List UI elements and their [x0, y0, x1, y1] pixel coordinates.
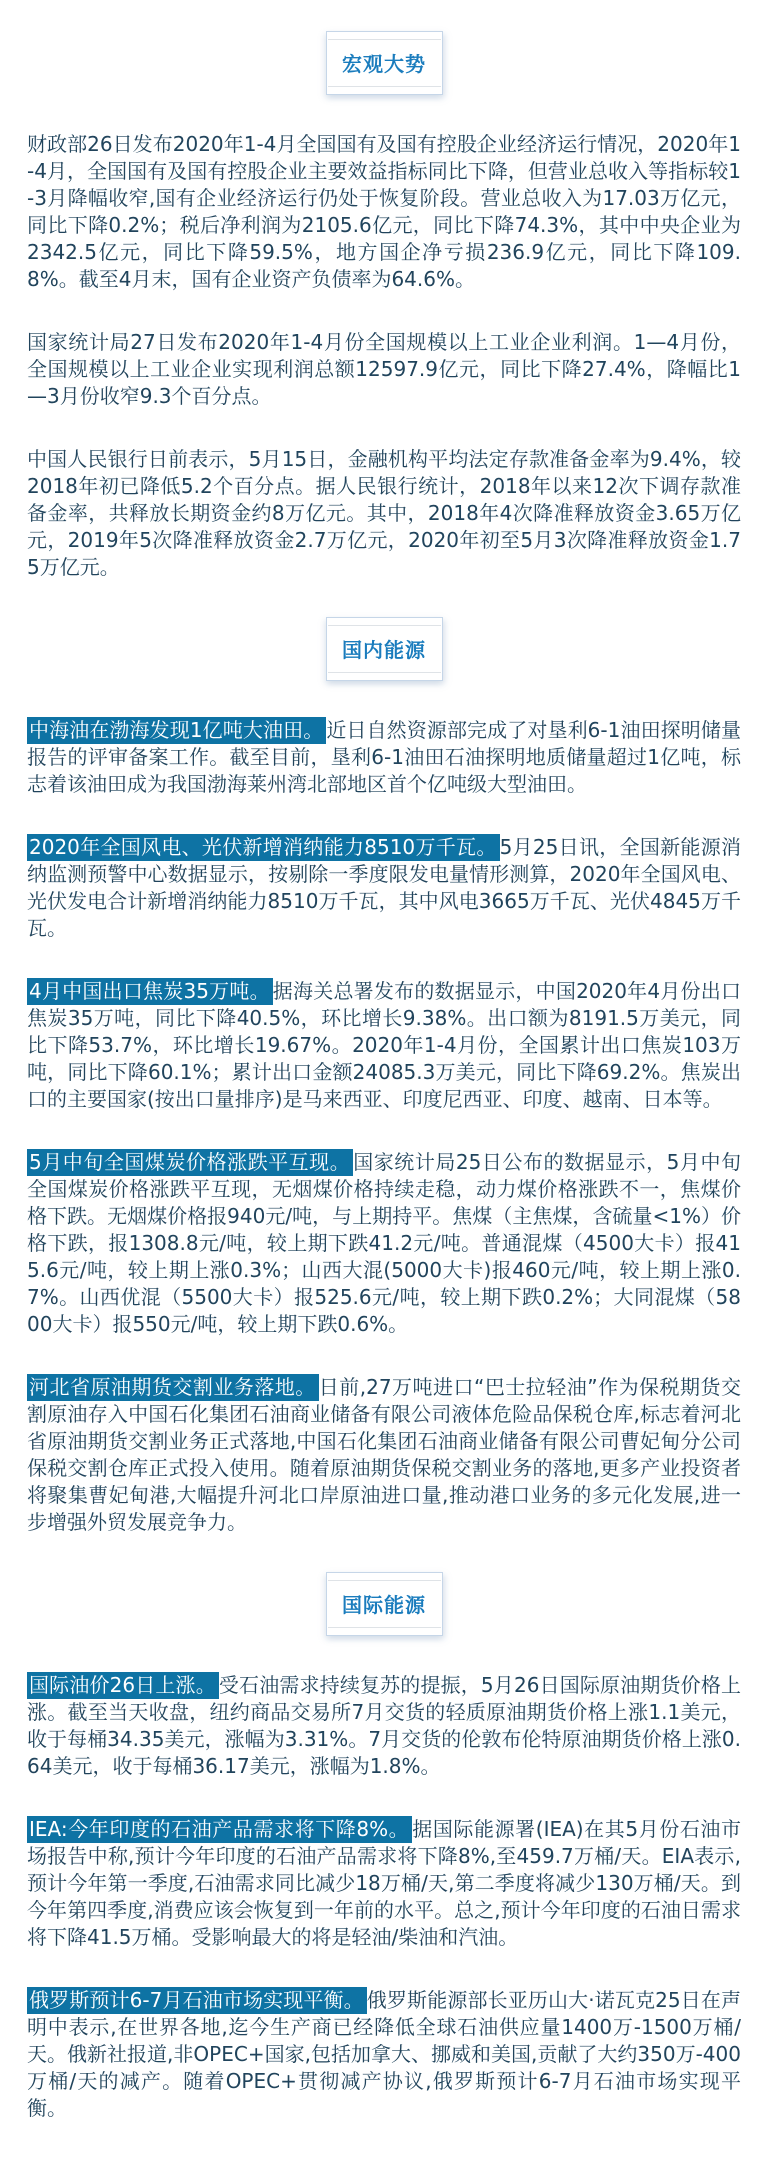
- paragraph: [27, 446, 741, 581]
- paragraph: [27, 834, 741, 942]
- paragraph-text: 国家统计局27日发布2020年1-4月份全国规模以上工业企业利润。1—4月份，全国规模以上工业企业实现利润总额12597.9亿元，同比下降27.4%，降幅比1—3月份收窄9.3个百分点。: [27, 330, 741, 408]
- paragraph-text: 据国际能源署(IEA)在其5月份石油市场报告中称,预计今年印度的石油产品需求将下降8%,至459.7万桶/天。EIA表示,预计今年第一季度,石油需求同比减少18万桶/天,第二季度将减少130万桶/天。到今年第四季度,消费应该会恢复到一年前的水平。总之,预计今年印度的石油日需求将下降41.5万桶。受影响最大的将是轻油/柴油和汽油。: [27, 1817, 741, 1949]
- paragraph-text: 近日自然资源部完成了对垦利6-1油田探明储量报告的评审备案工作。截至目前，垦利6-1油田石油探明地质储量超过1亿吨，标志着该油田成为我国渤海莱州湾北部地区首个亿吨级大型油田。: [27, 718, 741, 796]
- section: [27, 31, 741, 581]
- paragraph-text: 俄罗斯能源部长亚历山大·诺瓦克25日在声明中表示,在世界各地,迄今生产商已经降低全球石油供应量1400万-1500万桶/天。俄新社报道,非OPEC+国家,包括加拿大、挪威和美国,贡献了大约350万-400万桶/天的减产。随着OPEC+贯彻减产协议,俄罗斯预计6-7月石油市场实现平衡。: [27, 1988, 741, 2120]
- paragraph-text: 国家统计局25日公布的数据显示，5月中旬全国煤炭价格涨跌平互现，无烟煤价格持续走稳，动力煤价格涨跌不一，焦煤价格下跌。无烟煤价格报940元/吨，与上期持平。焦煤（主焦煤，含硫量<1%）价格下跌，报1308.8元/吨，较上期下跌41.2元/吨。普通混煤（4500大卡）报415.6元/吨，较上期上涨0.3%；山西大混(5000大卡)报460元/吨，较上期上涨0.7%。山西优混（5500大卡）报525.6元/吨，较上期下跌0.2%；大同混煤（5800大卡）报550元/吨，较上期下跌0.6%。: [27, 1150, 741, 1336]
- paragraph-text: 中国人民银行日前表示，5月15日，金融机构平均法定存款准备金率为9.4%，较2018年初已降低5.2个百分点。据人民银行统计，2018年以来12次下调存款准备金率，共释放长期资金约8万亿元。其中，2018年4次降准释放资金3.65万亿元，2019年5次降准释放资金2.7万亿元，2020年初至5月3次降准释放资金1.75万亿元。: [27, 447, 741, 579]
- paragraph-text: 受石油需求持续复苏的提振，5月26日国际原油期货价格上涨。截至当天收盘，纽约商品交易所7月交货的轻质原油期货价格上涨1.1美元，收于每桶34.35美元，涨幅为3.31%。7月交货的伦敦布伦特原油期货价格上涨0.64美元，收于每桶36.17美元，涨幅为1.8%。: [27, 1673, 741, 1778]
- paragraph-highlight: 4月中国出口焦炭35万吨。: [27, 978, 273, 1005]
- section-body: [27, 1672, 741, 2122]
- paragraph-text: 5月25日讯，全国新能源消纳监测预警中心数据显示，按剔除一季度限发电量情形测算，2020年全国风电、光伏发电合计新增消纳能力8510万千瓦，其中风电3665万千瓦、光伏4845万千瓦。: [27, 835, 741, 940]
- paragraph: [27, 1672, 741, 1780]
- paragraph-text: 据海关总署发布的数据显示，中国2020年4月份出口焦炭35万吨，同比下降40.5%，环比增长9.38%。出口额为8191.5万美元，同比下降53.7%，环比增长19.67%。2020年1-4月份，全国累计出口焦炭103万吨，同比下降60.1%；累计出口金额24085.3万美元，同比下降69.2%。焦炭出口的主要国家(按出口量排序)是马来西亚、印度尼西亚、印度、越南、日本等。: [27, 979, 741, 1111]
- paragraph: [27, 1987, 741, 2122]
- paragraph-text: 日前,27万吨进口“巴士拉轻油”作为保税期货交割原油存入中国石化集团石油商业储备有限公司液体危险品保税仓库,标志着河北省原油期货交割业务正式落地,中国石化集团石油商业储备有限公司曹妃甸分公司保税交割仓库正式投入使用。随着原油期货保税交割业务的落地,更多产业投资者将聚集曹妃甸港,大幅提升河北口岸原油进口量,推动港口业务的多元化发展,进一步增强外贸发展竞争力。: [27, 1375, 741, 1534]
- paragraph: [27, 1374, 741, 1536]
- paragraph-highlight: 中海油在渤海发现1亿吨大油田。: [27, 717, 326, 744]
- paragraph: [27, 978, 741, 1113]
- paragraph: [27, 131, 741, 293]
- section: [27, 617, 741, 1536]
- paragraph-highlight: 5月中旬全国煤炭价格涨跌平互现。: [27, 1149, 353, 1176]
- paragraph-highlight: IEA:今年印度的石油产品需求将下降8%。: [27, 1816, 412, 1843]
- section-header-label: 宏观大势: [328, 39, 441, 87]
- section-header-label: 国内能源: [328, 625, 441, 673]
- section: [27, 1572, 741, 2122]
- section-body: [27, 717, 741, 1536]
- paragraph-highlight: 2020年全国风电、光伏新增消纳能力8510万千瓦。: [27, 834, 500, 861]
- paragraph: [27, 329, 741, 410]
- section-header-label: 国际能源: [328, 1580, 441, 1628]
- paragraph-highlight: 国际油价26日上涨。: [27, 1672, 219, 1699]
- section-header-box: [326, 1572, 443, 1636]
- section-header-box: [326, 617, 443, 681]
- paragraph-highlight: 河北省原油期货交割业务落地。: [27, 1374, 319, 1401]
- paragraph: [27, 717, 741, 798]
- paragraph: [27, 1149, 741, 1338]
- section-header-box: [326, 31, 443, 95]
- paragraph: [27, 1816, 741, 1951]
- paragraph-text: 财政部26日发布2020年1-4月全国国有及国有控股企业经济运行情况，2020年1-4月，全国国有及国有控股企业主要效益指标同比下降，但营业总收入等指标较1-3月降幅收窄,国有企业经济运行仍处于恢复阶段。营业总收入为17.03万亿元，同比下降0.2%；税后净利润为2105.6亿元，同比下降74.3%，其中中央企业为2342.5亿元，同比下降59.5%，地方国企净亏损236.9亿元，同比下降109.8%。截至4月末，国有企业资产负债率为64.6%。: [27, 132, 741, 291]
- section-body: [27, 131, 741, 581]
- paragraph-highlight: 俄罗斯预计6-7月石油市场实现平衡。: [27, 1987, 367, 2014]
